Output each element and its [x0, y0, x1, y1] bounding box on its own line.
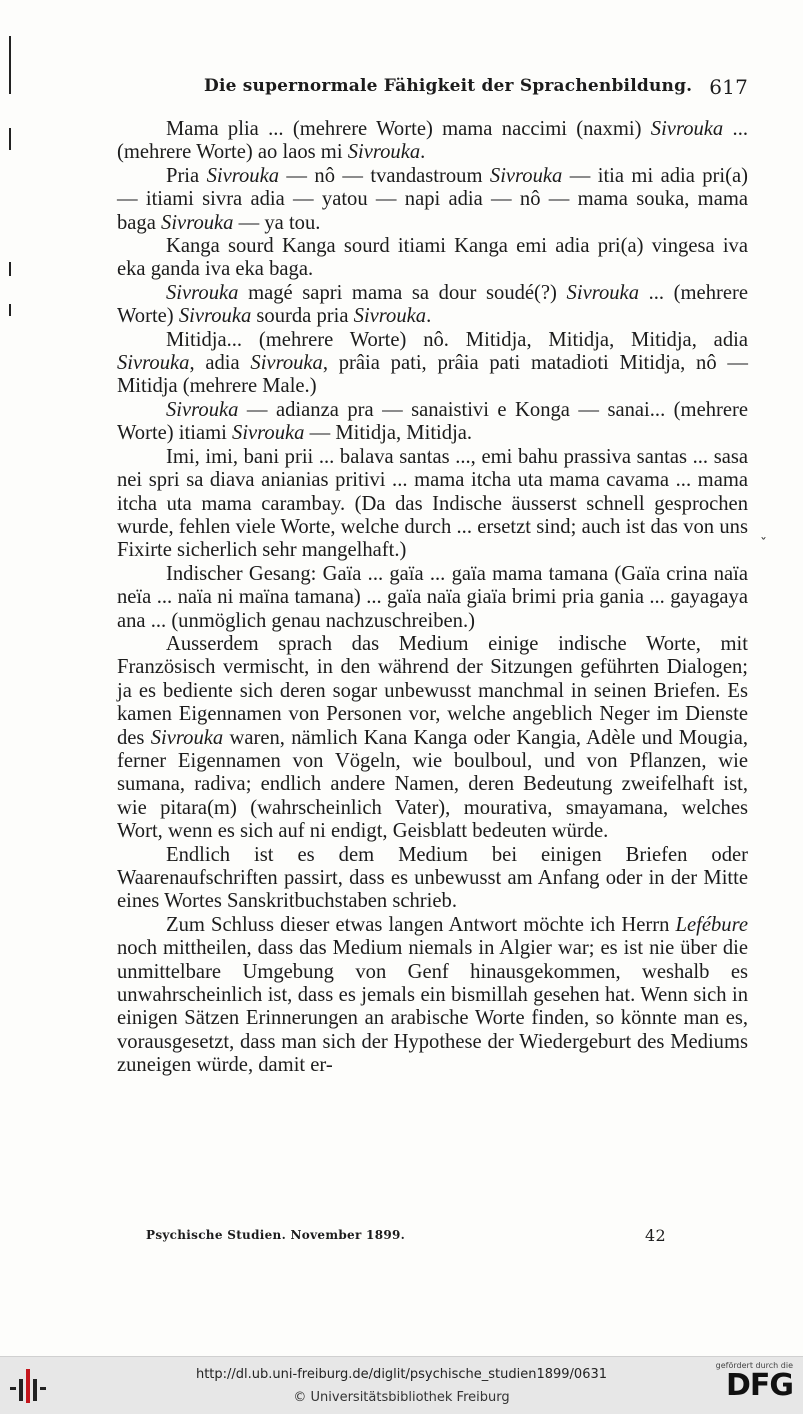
- running-header: [204, 75, 748, 99]
- edge-mark: [9, 36, 11, 94]
- paragraph: Ausserdem sprach das Medium einige indische Worte, mit Französisch vermischt, in den während der Sitzungen geführten Dialogen; ja es bediente sich deren sogar unbewusst manchmal in seinen Briefen. Es kamen Eigennamen von Personen vor, welche angeblich Neger im Dienste des Sivrouka waren, nämlich Kana Kanga oder Kangia, Adèle und Mougia, ferner Eigennamen von Vögeln, wie boulboul, und von Pflanzen, wie sumana, radiva; endlich andere Namen, deren Bedeutung zweifelhaft ist, wie pitara(m) (wahrscheinlich Vater), mourativa, smayamana, welches Wort, wenn es sich auf ni endigt, Geisblatt bedeuten würde.: [117, 632, 748, 843]
- edge-mark: [9, 262, 11, 276]
- paragraph: Zum Schluss dieser etwas langen Antwort möchte ich Herrn Lefébure noch mittheilen, dass das Medium niemals in Algier war; es ist nie über die unmittelbare Umgebung von Genf hinausgekommen, weshalb es unwahrscheinlich ist, dass es jemals ein bismillah gesehen hat. Wenn sich in einigen Sätzen Erinnerungen an arabische Worte finden, so könnte man es, vorausgesetzt, dass man sich der Hypothese der Wiedergeburt des Mediums zuneigen würde, damit er-: [117, 913, 748, 1077]
- sponsor-caption: gefördert durch die: [715, 1361, 793, 1370]
- header-title: Die supernormale Fähigkeit der Sprachenbildung.: [204, 76, 693, 96]
- paragraph: Kanga sourd Kanga sourd itiami Kanga emi adia pri(a) vingesa iva eka ganda iva eka baga.: [117, 235, 748, 281]
- paragraph: Pria Sivrouka — nô — tvandastroum Sivrouka — itia mi adia pri(a) — itiami sivra adia — yatou — napi adia — nô — mama souka, mama baga Sivrouka — ya tou.: [117, 164, 748, 234]
- dfg-wordmark: DFG: [725, 1368, 793, 1403]
- paragraph: Endlich ist es dem Medium bei einigen Briefen oder Waarenaufschriften passirt, dass es unbewusst am Anfang oder in der Mitte eines Wortes Sanskritbuchstaben schrieb.: [117, 843, 748, 913]
- copyright-notice: © Universitätsbibliothek Freiburg: [293, 1390, 510, 1405]
- stray-mark: ˇ: [760, 536, 767, 552]
- page-footer: [146, 1226, 666, 1245]
- permalink-url[interactable]: http://dl.ub.uni-freiburg.de/diglit/psychische_studien1899/0631: [195, 1367, 608, 1382]
- edge-mark: [9, 304, 11, 316]
- body-text: [117, 118, 748, 1078]
- paragraph: Sivrouka magé sapri mama sa dour soudé(?) Sivrouka ... (mehrere Worte) Sivrouka sourda pria Sivrouka.: [117, 281, 748, 328]
- paragraph: Imi, imi, bani prii ... balava santas ..., emi bahu prassiva santas ... sasa nei spri sa diava anianias pritivi ... mama itcha uta mama cavama ... mama itcha uta mama carambay. (Da das Indische äusserst schnell gesprochen wurde, fehlen viele Worte, welche durch ... ersetzt sind; auch ist das von uns Fixirte sicherlich sehr mangelhaft.): [117, 445, 748, 562]
- viewer-bar: [0, 1356, 803, 1414]
- journal-line: Psychische Studien. November 1899.: [146, 1228, 406, 1242]
- paragraph: Mama plia ... (mehrere Worte) mama naccimi (naxmi) Sivrouka ... (mehrere Worte) ao laos mi Sivrouka.: [117, 118, 748, 164]
- edge-mark: [9, 128, 11, 150]
- signature-mark: 42: [645, 1226, 666, 1245]
- page-number: 617: [709, 75, 748, 99]
- dfg-logo[interactable]: [703, 1361, 793, 1402]
- paragraph: Mitidja... (mehrere Worte) nô. Mitidja, Mitidja, Mitidja, adia Sivrouka, adia Sivrouka, prâia pati, prâia pati matadioti Mitidja, nô — Mitidja (mehrere Male.): [117, 328, 748, 398]
- paragraph: Indischer Gesang: Gaïa ... gaïa ... gaïa mama tamana (Gaïa crina naïa neïa ... naïa ni maïna tamana) ... gaïa naïa giaïa brimi pria gania ... gayagaya ana ... (unmöglich genau nachzuschreiben.): [117, 562, 748, 632]
- paragraph: Sivrouka — adianza pra — sanaistivi e Konga — sanai... (mehrere Worte) itiami Sivrouka — Mitidja, Mitidja.: [117, 398, 748, 445]
